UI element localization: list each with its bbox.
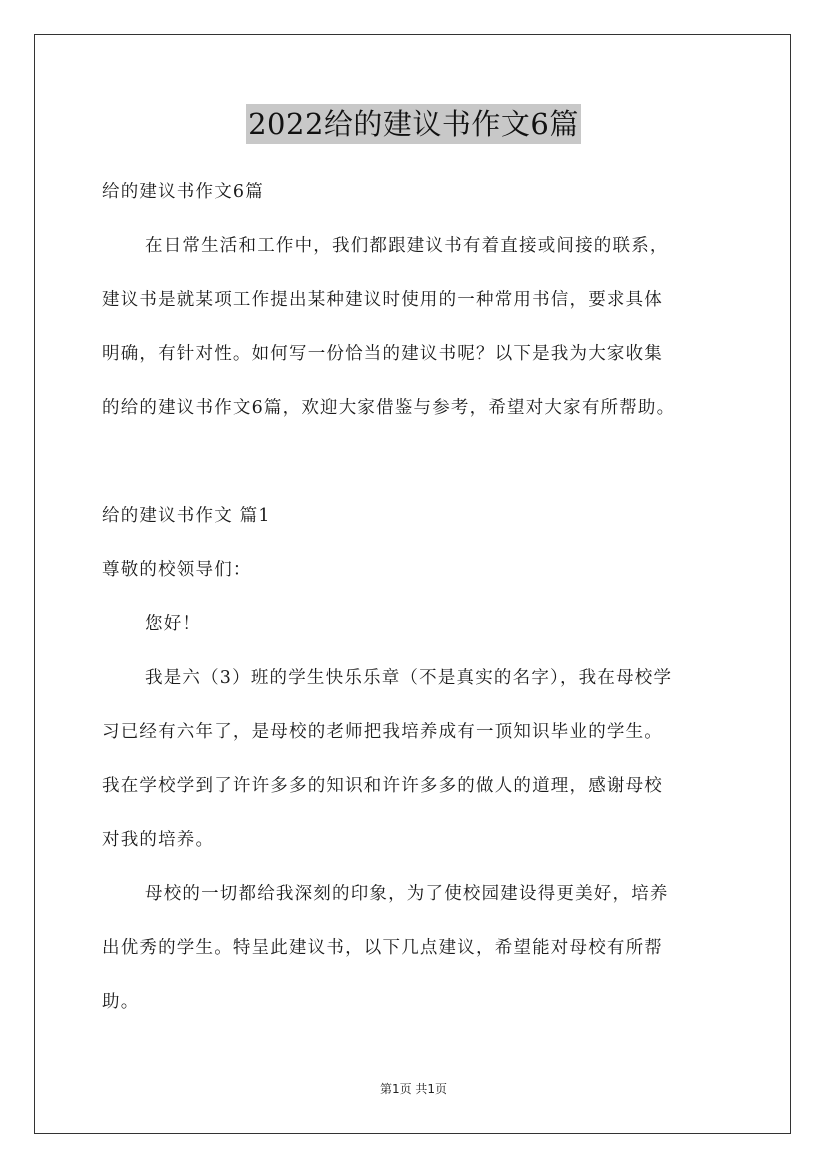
blank-line <box>102 444 742 480</box>
essay-paragraph-line: 对我的培养。 <box>102 830 215 850</box>
essay-heading: 给的建议书作文 篇1 <box>102 506 271 526</box>
greeting: 您好！ <box>145 614 202 634</box>
intro-paragraph-line: 明确，有针对性。如何写一份恰当的建议书呢？以下是我为大家收集 <box>102 344 663 364</box>
essay-paragraph-line: 母校的一切都给我深刻的印象，为了使校园建设得更美好，培养 <box>145 884 669 904</box>
document-body <box>102 174 742 1038</box>
title-container <box>0 104 827 144</box>
page-number: 第1页 共1页 <box>379 1082 448 1096</box>
intro-paragraph-line: 建议书是就某项工作提出某种建议时使用的一种常用书信，要求具体 <box>102 290 663 310</box>
salutation: 尊敬的校领导们： <box>102 560 252 580</box>
intro-paragraph-line: 在日常生活和工作中，我们都跟建议书有着直接或间接的联系， <box>145 236 669 256</box>
section-heading: 给的建议书作文6篇 <box>102 182 264 202</box>
essay-paragraph-line: 我在学校学到了许许多多的知识和许许多多的做人的道理，感谢母校 <box>102 776 663 796</box>
essay-paragraph-line: 我是六（3）班的学生快乐乐章（不是真实的名字），我在母校学 <box>145 668 673 688</box>
document-title: 2022给的建议书作文6篇 <box>246 104 581 144</box>
intro-paragraph-line: 的给的建议书作文6篇，欢迎大家借鉴与参考，希望对大家有所帮助。 <box>102 398 676 418</box>
essay-paragraph-line: 出优秀的学生。特呈此建议书，以下几点建议，希望能对母校有所帮 <box>102 938 663 958</box>
essay-paragraph-line: 习已经有六年了，是母校的老师把我培养成有一顶知识毕业的学生。 <box>102 722 663 742</box>
essay-paragraph-line: 助。 <box>102 992 140 1012</box>
